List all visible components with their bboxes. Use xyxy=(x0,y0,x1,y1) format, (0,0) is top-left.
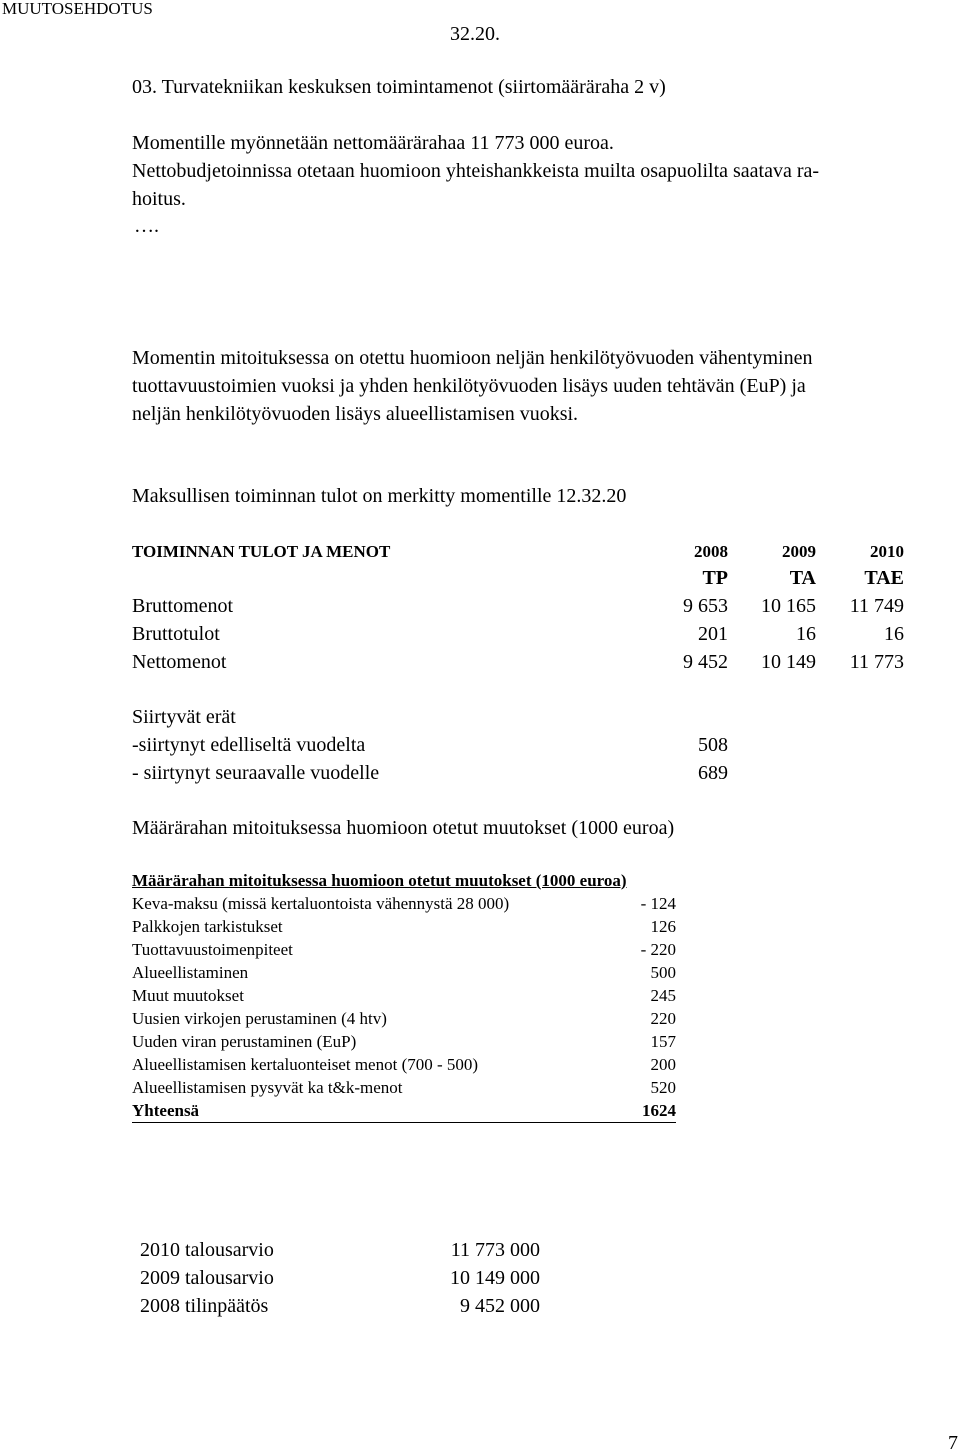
total-label: Yhteensä xyxy=(132,1101,200,1120)
transfer-row-value: 689 xyxy=(698,762,728,784)
change-row-label: Uuden viran perustaminen (EuP) xyxy=(132,1032,357,1051)
budget-row-label: 2008 tilinpäätös xyxy=(140,1295,269,1317)
ellipsis: …. xyxy=(134,215,159,237)
row-value-2010: 11 749 xyxy=(849,595,904,617)
change-row-value: 200 xyxy=(650,1055,676,1074)
change-row-label: Uusien virkojen perustaminen (4 htv) xyxy=(132,1009,387,1028)
changes-heading: Määrärahan mitoituksessa huomioon otetut muutokset (1000 euroa) xyxy=(132,817,675,839)
paragraph-1-line-1: Momentille myönnetään nettomäärärahaa 11 773 000 euroa. xyxy=(132,132,614,154)
change-row-label: Alueellistamisen kertaluonteiset menot (700 - 500) xyxy=(132,1055,479,1074)
paragraph-2-line-2: tuottavuustoimien vuoksi ja yhden henkilötyövuoden lisäys uuden tehtävän (EuP) ja xyxy=(132,375,806,397)
change-row-label: Muut muutokset xyxy=(132,986,244,1005)
change-row-label: Palkkojen tarkistukset xyxy=(132,917,283,936)
budget-row-value: 11 773 000 xyxy=(450,1239,540,1261)
change-row-label: Alueellistaminen xyxy=(132,963,249,982)
change-row-value: 220 xyxy=(650,1009,676,1028)
row-value-2010: 11 773 xyxy=(849,651,904,673)
change-row-value: 500 xyxy=(650,963,676,982)
row-label: Bruttotulot xyxy=(132,623,220,645)
year-2009: 2009 xyxy=(782,542,816,561)
total-value: 1624 xyxy=(642,1101,676,1120)
year-2008: 2008 xyxy=(694,542,728,561)
paragraph-2-line-1: Momentin mitoituksessa on otettu huomioon neljän henkilötyövuoden vähentyminen xyxy=(132,347,813,369)
kind-ta: TA xyxy=(789,567,816,589)
row-value-2009: 10 165 xyxy=(761,595,816,617)
paragraph-1-line-2: Nettobudjetoinnissa otetaan huomioon yhteishankkeista muilta osapuolilta saatava ra- xyxy=(132,160,820,182)
row-value-2008: 9 653 xyxy=(683,595,728,617)
row-label: Bruttomenot xyxy=(132,595,234,617)
total-row xyxy=(132,1099,676,1123)
paragraph-3: Maksullisen toiminnan tulot on merkitty momentille 12.32.20 xyxy=(132,485,627,507)
row-label: Nettomenot xyxy=(132,651,227,673)
paragraph-2-line-3: neljän henkilötyövuoden lisäys alueellistamisen vuoksi. xyxy=(132,403,579,425)
change-row-value: 245 xyxy=(650,986,676,1005)
page-number: 7 xyxy=(948,1432,958,1454)
transfer-row-label: - siirtynyt seuraavalle vuodelle xyxy=(132,762,380,784)
kind-tp: TP xyxy=(702,567,728,589)
kind-tae: TAE xyxy=(864,567,904,589)
change-row-value: - 220 xyxy=(640,940,676,959)
year-2010: 2010 xyxy=(870,542,904,561)
finance-table-heading: TOIMINNAN TULOT JA MENOT xyxy=(132,542,391,561)
budget-row-label: 2010 talousarvio xyxy=(140,1239,274,1261)
transfer-row-value: 508 xyxy=(698,734,728,756)
row-value-2009: 16 xyxy=(796,623,816,645)
change-row-label: Keva-maksu (missä kertaluontoista vähennystä 28 000) xyxy=(132,894,510,913)
section-title: 03. Turvatekniikan keskuksen toimintamenot (siirtomääräraha 2 v) xyxy=(132,76,666,98)
transfers-heading: Siirtyvät erät xyxy=(132,706,236,728)
budget-row-value: 10 149 000 xyxy=(450,1267,540,1289)
change-row-label: Tuottavuustoimenpiteet xyxy=(132,940,293,959)
section-number: 32.20. xyxy=(450,23,500,45)
row-value-2010: 16 xyxy=(884,623,904,645)
row-value-2008: 9 452 xyxy=(683,651,728,673)
changes-table-heading: Määrärahan mitoituksessa huomioon otetut muutokset (1000 euroa) xyxy=(132,871,627,890)
paragraph-1-line-3: hoitus. xyxy=(132,188,186,210)
change-row-value: - 124 xyxy=(640,894,676,913)
change-row-value: 157 xyxy=(650,1032,676,1051)
draft-mark: MUUTOSEHDOTUS xyxy=(2,0,153,18)
change-row-label: Alueellistamisen pysyvät ka t&k-menot xyxy=(132,1078,403,1097)
row-value-2009: 10 149 xyxy=(761,651,816,673)
row-value-2008: 201 xyxy=(698,623,728,645)
change-row-value: 126 xyxy=(650,917,676,936)
transfer-row-label: -siirtynyt edelliseltä vuodelta xyxy=(132,734,366,756)
change-row-value: 520 xyxy=(650,1078,676,1097)
budget-row-value: 9 452 000 xyxy=(460,1295,540,1317)
budget-row-label: 2009 talousarvio xyxy=(140,1267,274,1289)
